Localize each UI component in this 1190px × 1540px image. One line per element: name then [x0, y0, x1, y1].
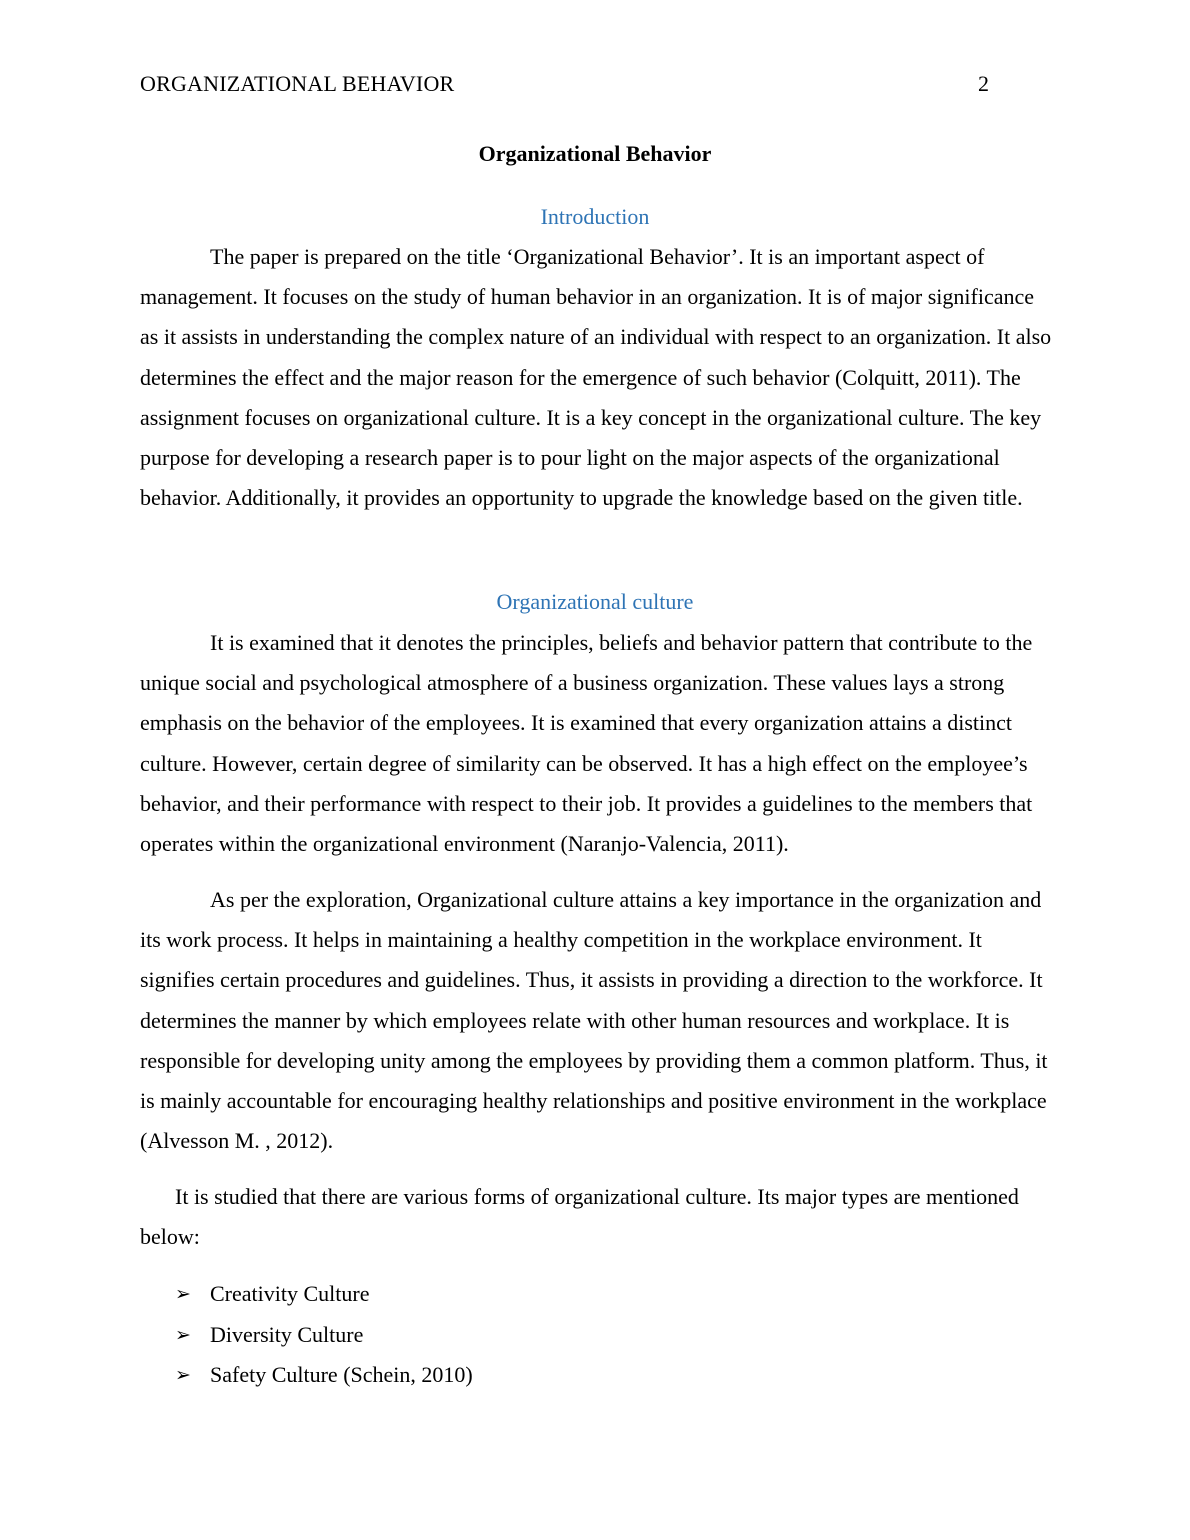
list-item — [140, 1274, 473, 1315]
list-item-text: Diversity Culture — [210, 1321, 364, 1347]
page-number: 2 — [978, 71, 989, 96]
culture-types-list — [140, 1274, 473, 1396]
paragraph-culture-importance: As per the exploration, Organizational culture attains a key importance in the organization and its work process. It helps in maintaining a healthy competition in the workplace environment. It signifies certain procedures and guidelines. Thus, it assists in providing a direction to the workforce. It determines the manner by which employees relate with other human resources and workplace. It is responsible for developing unity among the employees by providing them a common platform. Thus, it is mainly accountable for encouraging healthy relationships and positive environment in the workplace (Alvesson M. , 2012). — [140, 887, 1048, 1154]
paragraph-culture-definition: It is examined that it denotes the principles, beliefs and behavior pattern that contribute to the unique social and psychological atmosphere of a business organization. These values lays a strong emphasis on the behavior of the employees. It is examined that every organization attains a distinct culture. However, certain degree of similarity can be observed. It has a high effect on the employee’s behavior, and their performance with respect to their job. It provides a guidelines to the members that operates within the organizational environment (Naranjo-Valencia, 2011). — [140, 630, 1033, 857]
list-item — [140, 1355, 473, 1396]
arrow-bullet-icon: ➢ — [175, 1283, 191, 1305]
document-title: Organizational Behavior — [478, 141, 712, 166]
list-item-text: Safety Culture (Schein, 2010) — [210, 1362, 473, 1387]
arrow-bullet-icon: ➢ — [175, 1323, 191, 1346]
arrow-bullet-icon: ➢ — [175, 1364, 191, 1386]
paragraph-culture-types-intro: It is studied that there are various forms of organizational culture. Its major types are mentioned below: — [140, 1184, 1019, 1250]
list-item — [140, 1315, 473, 1356]
running-head: ORGANIZATIONAL BEHAVIOR — [140, 71, 455, 96]
section-heading-organizational-culture: Organizational culture — [496, 589, 694, 614]
list-item-text: Creativity Culture — [210, 1281, 370, 1306]
paragraph-introduction: The paper is prepared on the title ‘Organizational Behavior’. It is an important aspect of management. It focuses on the study of human behavior in an organization. It is of major significance as it assists in understanding the complex nature of an individual with respect to an organization. It also determines the effect and the major reason for the emergence of such behavior (Colquitt, 2011). The assignment focuses on organizational culture. It is a key concept in the organizational culture. The key purpose for developing a research paper is to pour light on the major aspects of the organizational behavior. Additionally, it provides an opportunity to upgrade the knowledge based on the given title. — [140, 244, 1052, 511]
section-heading-introduction: Introduction — [540, 204, 650, 229]
